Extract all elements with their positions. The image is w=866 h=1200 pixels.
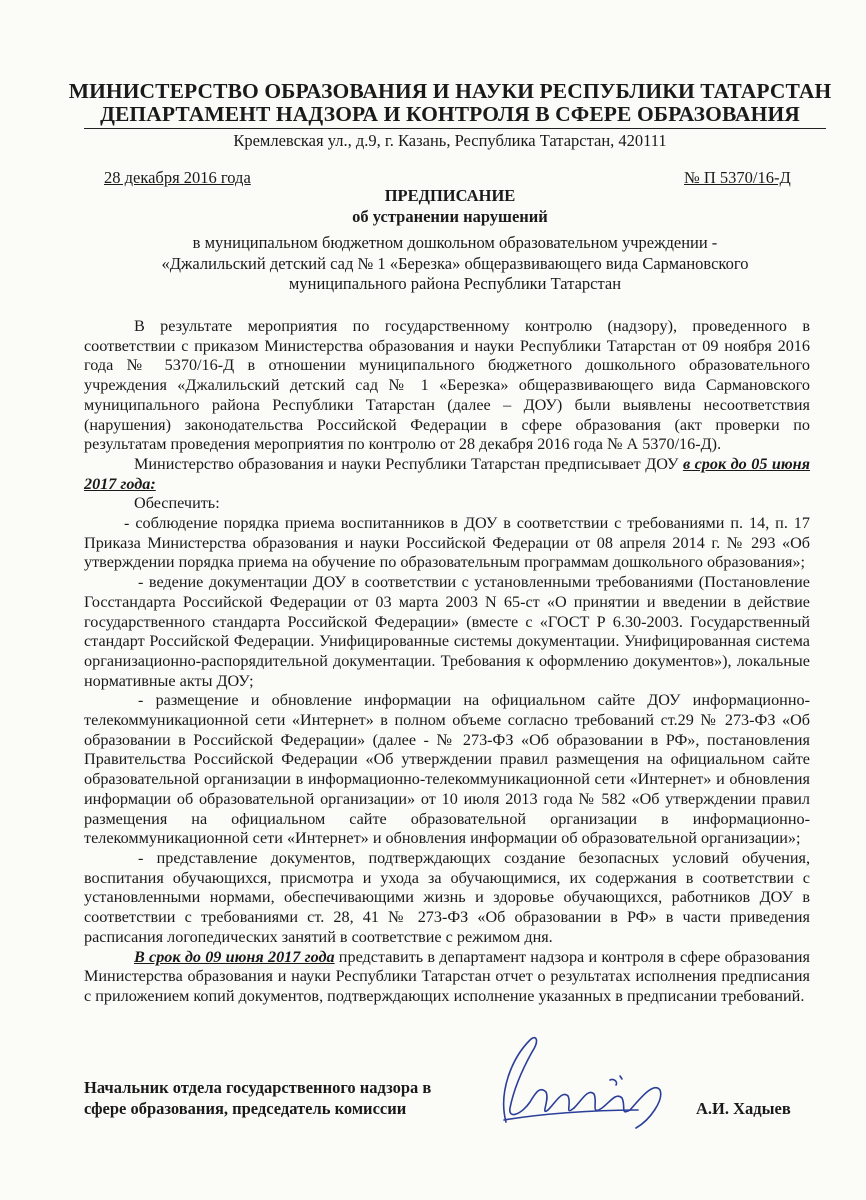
document-subtitle: об устранении нарушений: [352, 207, 548, 226]
ministry-name: МИНИСТЕРСТВО ОБРАЗОВАНИЯ И НАУКИ РЕСПУБЛИКИ ТАТАРСТАН: [68, 79, 832, 103]
signatory-name: А.И. Хадыев: [696, 1099, 791, 1118]
address: Кремлевская ул., д.9, г. Казань, Республика Татарстан, 420111: [233, 131, 667, 150]
deadline-highlight: в срок до 05 июня 2017 года:: [84, 454, 811, 493]
header-divider: [84, 128, 826, 129]
paragraph-report: [84, 948, 810, 1007]
handwritten-signature: [470, 1030, 690, 1130]
paragraph-intro: В результате мероприятия по государственному контролю (надзору), проведенного в соответствии с приказом Министерства образования и науки Республики Татарстан от 09 ноября 2016 года № 5370/16-Д в отношении муниципального бюджетного дошкольного образовательного учреждения «Джалильский детский сад № 1 «Березка» общеразвивающего вида Сармановского муниципального района Республики Татарстан (далее – ДОУ) были выявлены несоответствия (нарушения) законодательства Российской Федерации в сфере образования (акт проверки по результатам проведения мероприятия по контролю от 28 декабря 2016 года № А 5370/16-Д).: [84, 317, 810, 454]
document-body: [84, 317, 810, 1007]
report-text: представить в департамент надзора и контроля в сфере образования Министерства образования и науки Республики Татарстан отчет о результатах исполнения предписания с приложением копий документов, подтверждающих исполнение указанных в предписании требований.: [84, 947, 810, 1005]
document-number: № П 5370/16-Д: [684, 168, 791, 187]
requirement-item: - соблюдение порядка приема воспитанников в ДОУ в соответствии с требованиями п. 14, п. 17 Приказа Министерства образования и науки Российской Федерации от 08 апреля 2014 г. № 293 «Об утверждении порядка приема на обучение по образовательным программам дошкольного образования»;: [84, 514, 810, 572]
paragraph-ensure: Обеспечить:: [134, 494, 220, 513]
institution-line: муниципального района Республики Татарстан: [288, 274, 622, 293]
document-title: ПРЕДПИСАНИЕ: [384, 186, 516, 205]
signatory-title-line: сфере образования, председатель комиссии: [84, 1098, 407, 1118]
report-deadline-highlight: В срок до 09 июня 2017 года: [134, 947, 335, 966]
order-text: Министерство образования и науки Республики Татарстан предписывает ДОУ: [134, 454, 683, 473]
signatory-title-line: Начальник отдела государственного надзора в: [84, 1078, 432, 1097]
requirement-item: - представление документов, подтверждающих создание безопасных условий обучения, воспитания обучающихся, присмотра и ухода за обучающимися, их содержания в соответствии с установленными нормами, обеспечивающими жизнь и здоровье обучающихся, работников ДОУ в соответствии с требованиями ст. 28, 41 № 273-ФЗ «Об образовании в РФ» в части приведения расписания логопедических занятий в соответствие с режимом дня.: [84, 848, 810, 946]
institution-block: [100, 233, 810, 295]
paragraph-order: [84, 455, 810, 494]
institution-line: в муниципальном бюджетном дошкольном образовательном учреждении -: [192, 233, 718, 252]
requirement-item: - размещение и обновление информации на официальном сайте ДОУ информационно-телекоммуникационной сети «Интернет» в полном объеме согласно требований ст.29 № 273-ФЗ «Об образовании в Российской Федерации» (далее - № 273-ФЗ «Об образовании в РФ», постановления Правительства Российской Федерации «Об утверждении правил размещения на официальном сайте образовательной организации в информационно-телекоммуникационной сети «Интернет» и обновления информации об образовательной организации» от 10 июля 2013 года № 582 «Об утверждении правил размещения на официальном сайте образовательной организации в информационно-телекоммуникационной сети «Интернет» и обновления информации об образовательной организации»;: [84, 691, 810, 848]
document-date: 28 декабря 2016 года: [104, 168, 251, 187]
department-name: ДЕПАРТАМЕНТ НАДЗОРА И КОНТРОЛЯ В СФЕРЕ ОБРАЗОВАНИЯ: [100, 102, 800, 126]
requirement-item: - ведение документации ДОУ в соответствии с установленными требованиями (Постановление Госстандарта Российской Федерации от 03 марта 2003 N 65-ст «О принятии и введении в действие государственного стандарта Российской Федерации» (вместе с «ГОСТ Р 6.30-2003. Государственный стандарт Российской Федерации. Унифицированные системы документации. Унифицированная система организационно-распорядительной документации. Требования к оформлению документов»), локальные нормативные акты ДОУ;: [84, 573, 810, 690]
signatory-title: [84, 1078, 484, 1119]
institution-line: «Джалильский детский сад № 1 «Березка» общеразвивающего вида Сармановского: [161, 253, 749, 273]
